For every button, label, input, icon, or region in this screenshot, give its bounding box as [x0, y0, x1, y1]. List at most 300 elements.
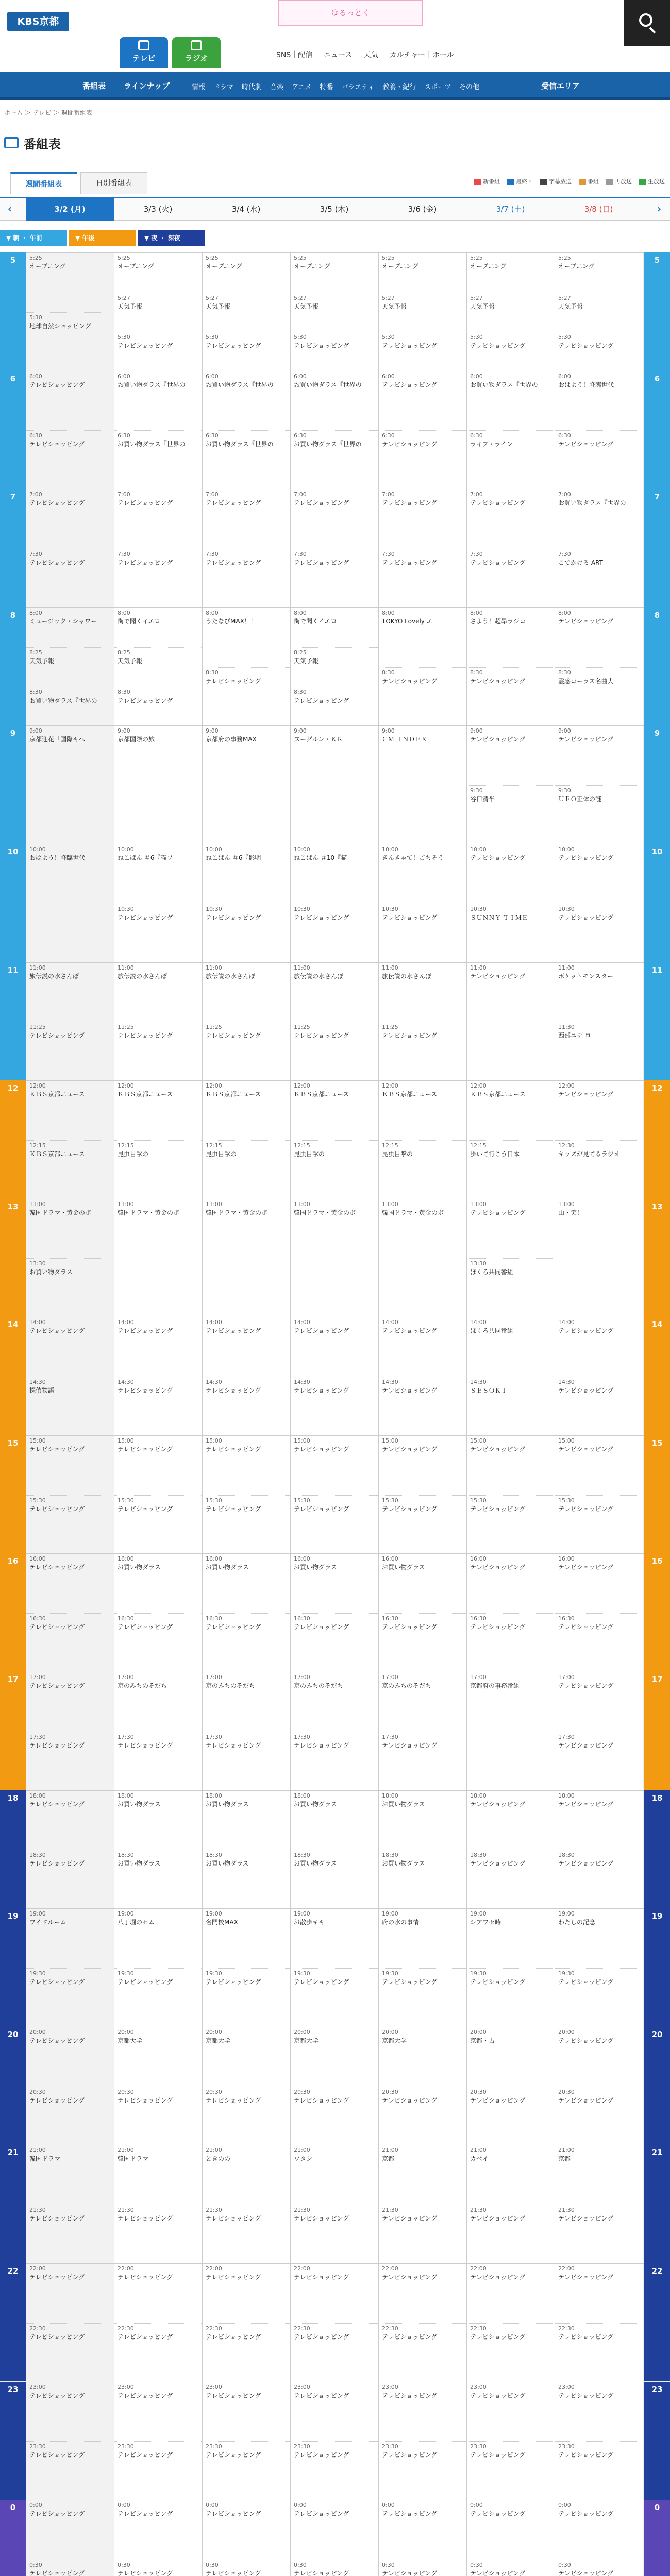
genre-6[interactable]: バラエティ	[341, 83, 375, 91]
program-cell[interactable]	[291, 1081, 378, 1139]
program-cell[interactable]	[379, 963, 466, 1021]
program-cell[interactable]	[379, 1081, 466, 1139]
program-cell[interactable]	[379, 2264, 466, 2322]
program-cell[interactable]	[379, 904, 466, 962]
program-cell[interactable]	[26, 608, 113, 647]
program-cell[interactable]	[555, 1968, 642, 2026]
program-cell[interactable]	[203, 2382, 290, 2441]
program-cell[interactable]	[114, 1495, 202, 1553]
program-cell[interactable]	[555, 2500, 642, 2558]
program-cell[interactable]	[26, 2145, 113, 2204]
program-cell[interactable]	[291, 1791, 378, 1849]
program-cell[interactable]	[467, 667, 554, 725]
program-cell[interactable]	[555, 1672, 642, 1731]
program-cell[interactable]	[291, 2027, 378, 2086]
program-cell[interactable]	[291, 2560, 378, 2576]
program-cell[interactable]	[467, 1258, 554, 1316]
program-cell[interactable]	[26, 312, 113, 370]
program-cell[interactable]	[203, 904, 290, 962]
program-cell[interactable]	[467, 1436, 554, 1494]
program-cell[interactable]	[26, 963, 113, 1021]
program-cell[interactable]	[291, 2264, 378, 2322]
nav-program-guide[interactable]: 番組表	[82, 81, 106, 91]
program-cell[interactable]	[379, 2560, 466, 2576]
program-cell[interactable]	[114, 1436, 202, 1494]
program-cell[interactable]	[379, 1554, 466, 1612]
genre-3[interactable]: 音楽	[270, 83, 284, 91]
program-cell[interactable]	[203, 2145, 290, 2204]
radio-service-tab[interactable]	[172, 37, 221, 68]
program-cell[interactable]	[291, 332, 378, 370]
genre-5[interactable]: 特番	[320, 83, 333, 91]
program-cell[interactable]	[555, 1081, 642, 1139]
program-cell[interactable]	[26, 2027, 113, 2086]
jump-2[interactable]: ▼ 夜 ・ 深夜	[138, 230, 205, 246]
program-cell[interactable]	[114, 2323, 202, 2381]
program-cell[interactable]	[203, 1909, 290, 1967]
program-cell[interactable]	[114, 489, 202, 548]
program-cell[interactable]	[203, 963, 290, 1021]
program-cell[interactable]	[26, 844, 113, 962]
program-cell[interactable]	[203, 1199, 290, 1317]
program-cell[interactable]	[114, 293, 202, 331]
program-cell[interactable]	[291, 2087, 378, 2145]
date-prev-arrow-icon[interactable]: ‹	[7, 202, 12, 215]
program-cell[interactable]	[379, 489, 466, 548]
program-cell[interactable]	[203, 253, 290, 292]
program-cell[interactable]	[467, 2145, 554, 2204]
promo-banner[interactable]: ゆるっとく	[278, 0, 423, 26]
program-cell[interactable]	[555, 489, 642, 548]
program-cell[interactable]	[379, 2441, 466, 2499]
program-cell[interactable]	[379, 549, 466, 607]
program-cell[interactable]	[203, 1732, 290, 1790]
program-cell[interactable]	[114, 2145, 202, 2204]
program-cell[interactable]	[467, 549, 554, 607]
program-cell[interactable]	[203, 549, 290, 607]
program-cell[interactable]	[203, 1081, 290, 1139]
program-cell[interactable]	[291, 549, 378, 607]
program-cell[interactable]	[291, 293, 378, 331]
program-cell[interactable]	[291, 1909, 378, 1967]
program-cell[interactable]	[555, 844, 642, 903]
program-cell[interactable]	[114, 430, 202, 488]
genre-7[interactable]: 教養・紀行	[382, 83, 416, 91]
global-nav-sns[interactable]: SNS｜配信	[276, 51, 313, 59]
program-cell[interactable]	[291, 726, 378, 843]
date-next-arrow-icon[interactable]: ›	[657, 202, 662, 215]
program-cell[interactable]	[203, 332, 290, 370]
program-cell[interactable]	[26, 1258, 113, 1316]
date-6[interactable]: 3/8 (日)	[584, 205, 613, 214]
program-cell[interactable]	[114, 2500, 202, 2558]
program-cell[interactable]	[291, 1495, 378, 1553]
program-cell[interactable]	[291, 1672, 378, 1731]
program-cell[interactable]	[555, 1140, 642, 1198]
program-cell[interactable]	[555, 1317, 642, 1376]
program-cell[interactable]	[291, 1140, 378, 1198]
program-cell[interactable]	[114, 2560, 202, 2576]
program-cell[interactable]	[467, 2264, 554, 2322]
program-cell[interactable]	[26, 1436, 113, 1494]
program-cell[interactable]	[467, 785, 554, 843]
date-2[interactable]: 3/4 (水)	[231, 205, 261, 214]
program-cell[interactable]	[379, 1791, 466, 1849]
program-cell[interactable]	[379, 1377, 466, 1435]
program-cell[interactable]	[555, 332, 642, 370]
program-cell[interactable]	[203, 2500, 290, 2558]
program-cell[interactable]	[291, 2441, 378, 2499]
program-cell[interactable]	[379, 1909, 466, 1967]
genre-8[interactable]: スポーツ	[424, 83, 451, 91]
program-cell[interactable]	[555, 785, 642, 843]
program-cell[interactable]	[467, 1317, 554, 1376]
program-cell[interactable]	[291, 2500, 378, 2558]
program-cell[interactable]	[114, 726, 202, 843]
program-cell[interactable]	[26, 253, 113, 311]
program-cell[interactable]	[203, 726, 290, 843]
program-cell[interactable]	[467, 1909, 554, 1967]
program-cell[interactable]	[203, 1613, 290, 1671]
program-cell[interactable]	[26, 1732, 113, 1790]
program-cell[interactable]	[379, 2087, 466, 2145]
program-cell[interactable]	[26, 430, 113, 488]
program-cell[interactable]	[26, 371, 113, 430]
program-cell[interactable]	[291, 2382, 378, 2441]
program-cell[interactable]	[291, 1968, 378, 2026]
program-cell[interactable]	[26, 1613, 113, 1671]
program-cell[interactable]	[555, 1199, 642, 1317]
program-cell[interactable]	[291, 1199, 378, 1317]
program-cell[interactable]	[26, 2441, 113, 2499]
program-cell[interactable]	[555, 2441, 642, 2499]
program-cell[interactable]	[379, 1317, 466, 1376]
program-cell[interactable]	[555, 1554, 642, 1612]
program-cell[interactable]	[555, 2382, 642, 2441]
program-cell[interactable]	[203, 1968, 290, 2026]
genre-9[interactable]: その他	[459, 83, 479, 91]
date-3[interactable]: 3/5 (木)	[320, 205, 349, 214]
program-cell[interactable]	[291, 371, 378, 430]
program-cell[interactable]	[555, 1436, 642, 1494]
program-cell[interactable]	[203, 2087, 290, 2145]
program-cell[interactable]	[114, 1672, 202, 1731]
program-cell[interactable]	[555, 2087, 642, 2145]
program-cell[interactable]	[379, 2382, 466, 2441]
tab-view-1[interactable]: 日別番組表	[80, 172, 147, 194]
program-cell[interactable]	[26, 647, 113, 686]
program-cell[interactable]	[379, 2145, 466, 2204]
program-cell[interactable]	[467, 1554, 554, 1612]
program-cell[interactable]	[555, 1377, 642, 1435]
program-cell[interactable]	[203, 667, 290, 725]
program-cell[interactable]	[291, 647, 378, 686]
program-cell[interactable]	[291, 1732, 378, 1790]
program-cell[interactable]	[291, 1436, 378, 1494]
program-cell[interactable]	[26, 549, 113, 607]
program-cell[interactable]	[203, 2560, 290, 2576]
program-cell[interactable]	[379, 1436, 466, 1494]
program-cell[interactable]	[555, 1022, 642, 1080]
genre-2[interactable]: 時代劇	[242, 83, 262, 91]
program-cell[interactable]	[203, 1317, 290, 1376]
program-cell[interactable]	[114, 1140, 202, 1198]
program-cell[interactable]	[379, 371, 466, 430]
program-cell[interactable]	[26, 2087, 113, 2145]
program-cell[interactable]	[114, 1732, 202, 1790]
program-cell[interactable]	[379, 2205, 466, 2263]
program-cell[interactable]	[467, 2560, 554, 2576]
program-cell[interactable]	[114, 1968, 202, 2026]
program-cell[interactable]	[555, 963, 642, 1021]
program-cell[interactable]	[114, 253, 202, 292]
program-cell[interactable]	[379, 2323, 466, 2381]
program-cell[interactable]	[291, 1554, 378, 1612]
program-cell[interactable]	[114, 1022, 202, 1080]
program-cell[interactable]	[379, 430, 466, 488]
program-cell[interactable]	[467, 963, 554, 1080]
program-cell[interactable]	[26, 1317, 113, 1376]
program-cell[interactable]	[379, 293, 466, 331]
program-cell[interactable]	[555, 1613, 642, 1671]
program-cell[interactable]	[467, 332, 554, 370]
program-cell[interactable]	[203, 2441, 290, 2499]
program-cell[interactable]	[26, 2264, 113, 2322]
program-cell[interactable]	[26, 1672, 113, 1731]
program-cell[interactable]	[26, 2382, 113, 2441]
program-cell[interactable]	[26, 1909, 113, 1967]
program-cell[interactable]	[26, 1968, 113, 2026]
program-cell[interactable]	[114, 1909, 202, 1967]
program-cell[interactable]	[555, 1732, 642, 1790]
program-cell[interactable]	[291, 253, 378, 292]
program-cell[interactable]	[114, 1850, 202, 1908]
program-cell[interactable]	[379, 1732, 466, 1790]
program-cell[interactable]	[203, 1022, 290, 1080]
program-cell[interactable]	[203, 1377, 290, 1435]
date-1[interactable]: 3/3 (火)	[143, 205, 173, 214]
program-cell[interactable]	[467, 726, 554, 784]
program-cell[interactable]	[379, 844, 466, 903]
program-cell[interactable]	[26, 1140, 113, 1198]
search-button[interactable]	[624, 0, 670, 46]
program-cell[interactable]	[26, 1081, 113, 1139]
program-cell[interactable]	[467, 2087, 554, 2145]
program-cell[interactable]	[467, 1850, 554, 1908]
program-cell[interactable]	[291, 1317, 378, 1376]
program-cell[interactable]	[26, 489, 113, 548]
program-cell[interactable]	[203, 1554, 290, 1612]
program-cell[interactable]	[291, 963, 378, 1021]
program-cell[interactable]	[291, 844, 378, 903]
program-cell[interactable]	[467, 489, 554, 548]
global-nav-culture[interactable]: カルチャー｜ホール	[389, 51, 454, 59]
program-cell[interactable]	[203, 371, 290, 430]
program-cell[interactable]	[555, 549, 642, 607]
program-cell[interactable]	[467, 1613, 554, 1671]
date-4[interactable]: 3/6 (金)	[408, 205, 437, 214]
program-cell[interactable]	[203, 1436, 290, 1494]
program-cell[interactable]	[203, 293, 290, 331]
program-cell[interactable]	[379, 1022, 466, 1080]
tv-service-tab[interactable]	[120, 37, 168, 68]
program-cell[interactable]	[555, 904, 642, 962]
program-cell[interactable]	[555, 1495, 642, 1553]
program-cell[interactable]	[114, 2205, 202, 2263]
program-cell[interactable]	[203, 608, 290, 666]
program-cell[interactable]	[555, 371, 642, 430]
program-cell[interactable]	[114, 332, 202, 370]
program-cell[interactable]	[291, 430, 378, 488]
program-cell[interactable]	[203, 2323, 290, 2381]
program-cell[interactable]	[467, 608, 554, 666]
program-cell[interactable]	[26, 2205, 113, 2263]
program-cell[interactable]	[114, 2441, 202, 2499]
genre-1[interactable]: ドラマ	[213, 83, 234, 91]
program-cell[interactable]	[555, 1791, 642, 1849]
nav-reception-area[interactable]: 受信エリア	[541, 81, 580, 91]
program-cell[interactable]	[26, 1022, 113, 1080]
program-cell[interactable]	[26, 1199, 113, 1258]
program-cell[interactable]	[26, 2560, 113, 2576]
program-cell[interactable]	[291, 904, 378, 962]
program-cell[interactable]	[26, 687, 113, 725]
program-cell[interactable]	[203, 2027, 290, 2086]
program-cell[interactable]	[555, 293, 642, 331]
program-cell[interactable]	[467, 2205, 554, 2263]
program-cell[interactable]	[26, 2500, 113, 2558]
program-cell[interactable]	[555, 430, 642, 488]
program-cell[interactable]	[114, 1791, 202, 1849]
program-cell[interactable]	[379, 726, 466, 843]
program-cell[interactable]	[114, 1081, 202, 1139]
program-cell[interactable]	[26, 1495, 113, 1553]
program-cell[interactable]	[467, 904, 554, 962]
program-cell[interactable]	[467, 253, 554, 292]
program-cell[interactable]	[114, 904, 202, 962]
program-cell[interactable]	[203, 489, 290, 548]
program-cell[interactable]	[26, 1850, 113, 1908]
program-cell[interactable]	[379, 608, 466, 666]
program-cell[interactable]	[467, 1495, 554, 1553]
program-cell[interactable]	[467, 844, 554, 903]
jump-0[interactable]: ▼ 朝 ・ 午前	[0, 230, 67, 246]
program-cell[interactable]	[379, 2027, 466, 2086]
jump-1[interactable]: ▼ 午後	[69, 230, 136, 246]
program-cell[interactable]	[467, 293, 554, 331]
program-cell[interactable]	[291, 2323, 378, 2381]
program-cell[interactable]	[114, 963, 202, 1021]
program-cell[interactable]	[467, 2500, 554, 2558]
program-cell[interactable]	[555, 2205, 642, 2263]
genre-4[interactable]: アニメ	[292, 83, 312, 91]
program-cell[interactable]	[114, 371, 202, 430]
program-cell[interactable]	[114, 549, 202, 607]
program-cell[interactable]	[203, 1791, 290, 1849]
program-cell[interactable]	[114, 2382, 202, 2441]
program-cell[interactable]	[379, 332, 466, 370]
program-cell[interactable]	[467, 1377, 554, 1435]
program-cell[interactable]	[379, 1672, 466, 1731]
program-cell[interactable]	[467, 1081, 554, 1139]
program-cell[interactable]	[467, 2027, 554, 2086]
program-cell[interactable]	[26, 1377, 113, 1435]
program-cell[interactable]	[26, 2323, 113, 2381]
program-cell[interactable]	[114, 647, 202, 686]
program-cell[interactable]	[555, 608, 642, 666]
program-cell[interactable]	[555, 2323, 642, 2381]
global-nav-weather[interactable]: 天気	[363, 51, 378, 59]
program-cell[interactable]	[379, 1495, 466, 1553]
program-cell[interactable]	[467, 1791, 554, 1849]
program-cell[interactable]	[555, 1850, 642, 1908]
program-cell[interactable]	[379, 253, 466, 292]
program-cell[interactable]	[467, 1199, 554, 1258]
program-cell[interactable]	[467, 2382, 554, 2441]
program-cell[interactable]	[203, 2264, 290, 2322]
program-cell[interactable]	[379, 1850, 466, 1908]
program-cell[interactable]	[555, 726, 642, 784]
program-cell[interactable]	[114, 608, 202, 647]
program-cell[interactable]	[26, 1554, 113, 1612]
program-cell[interactable]	[467, 430, 554, 488]
program-cell[interactable]	[467, 2441, 554, 2499]
global-nav-news[interactable]: ニュース	[324, 51, 353, 59]
program-cell[interactable]	[555, 2027, 642, 2086]
program-cell[interactable]	[467, 1968, 554, 2026]
program-cell[interactable]	[379, 1968, 466, 2026]
program-cell[interactable]	[379, 1140, 466, 1198]
program-cell[interactable]	[555, 2145, 642, 2204]
program-cell[interactable]	[203, 844, 290, 903]
program-cell[interactable]	[379, 1613, 466, 1671]
program-cell[interactable]	[114, 2264, 202, 2322]
program-cell[interactable]	[467, 1140, 554, 1198]
program-cell[interactable]	[203, 2205, 290, 2263]
date-5[interactable]: 3/7 (土)	[496, 205, 525, 214]
program-cell[interactable]	[379, 2500, 466, 2558]
program-cell[interactable]	[291, 1850, 378, 1908]
program-cell[interactable]	[467, 2323, 554, 2381]
program-cell[interactable]	[291, 2145, 378, 2204]
program-cell[interactable]	[114, 1317, 202, 1376]
program-cell[interactable]	[555, 2560, 642, 2576]
program-cell[interactable]	[203, 430, 290, 488]
program-cell[interactable]	[114, 2087, 202, 2145]
program-cell[interactable]	[555, 2264, 642, 2322]
site-logo[interactable]: KBS京都	[7, 12, 69, 31]
program-cell[interactable]	[114, 1554, 202, 1612]
program-cell[interactable]	[291, 687, 378, 725]
program-cell[interactable]	[114, 1377, 202, 1435]
program-cell[interactable]	[555, 667, 642, 725]
program-cell[interactable]	[203, 1672, 290, 1731]
program-cell[interactable]	[379, 1199, 466, 1317]
program-cell[interactable]	[26, 1791, 113, 1849]
program-cell[interactable]	[114, 1199, 202, 1317]
program-cell[interactable]	[555, 253, 642, 292]
date-0[interactable]: 3/2 (月)	[26, 198, 114, 221]
program-cell[interactable]	[203, 1140, 290, 1198]
program-cell[interactable]	[467, 371, 554, 430]
nav-lineup[interactable]: ラインナップ	[124, 81, 170, 91]
program-cell[interactable]	[114, 1613, 202, 1671]
program-cell[interactable]	[26, 726, 113, 843]
program-cell[interactable]	[114, 2027, 202, 2086]
program-cell[interactable]	[291, 1613, 378, 1671]
program-cell[interactable]	[291, 2205, 378, 2263]
program-cell[interactable]	[291, 1022, 378, 1080]
